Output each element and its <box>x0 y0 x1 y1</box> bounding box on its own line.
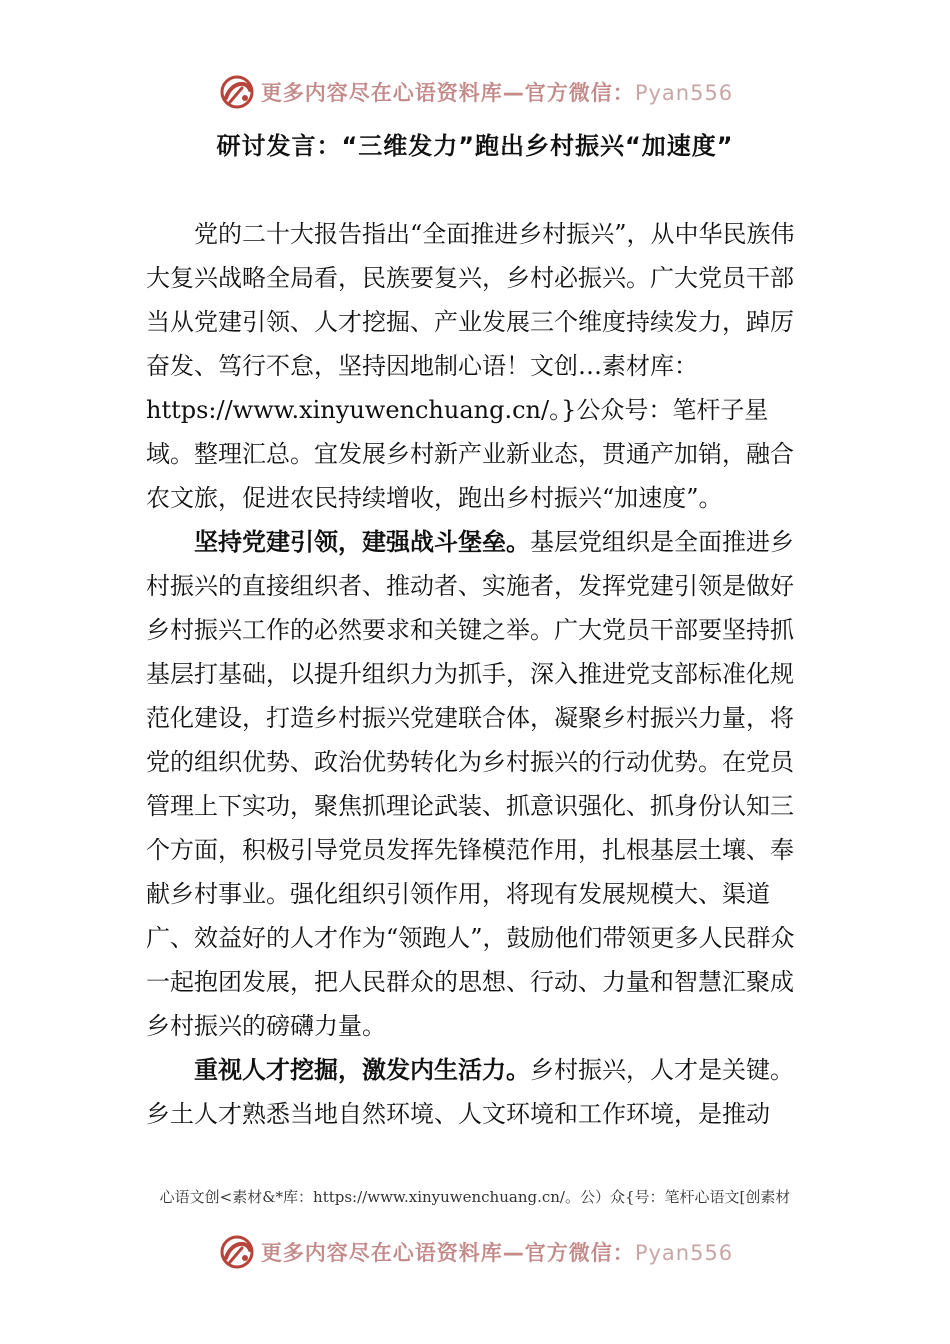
paragraph-intro <box>146 212 816 520</box>
page-footer: 心语文创<素材&*库：https://www.xinyuwenchuang.cn/。公）众{号：笔杆心语文[创素材 <box>159 1188 791 1206</box>
paragraph-text: 党的二十大报告指出“全面推进乡村振兴”，从中华民族伟大复兴战略全局看，民族要复兴，乡村必振兴。广大党员干部当从党建引领、人才挖掘、产业发展三个维度持续发力，踔厉奋发、笃行不怠，坚持因地制心语！文创…素材库：https://www.xinyuwenchuang.cn/。}公众号：笔杆子星域。整理汇总。宜发展乡村新产业新业态，贯通产加销，融合农文旅，促进农民持续增收，跑出乡村振兴“加速度”。 <box>146 220 795 512</box>
paragraph-talent <box>146 1048 816 1136</box>
paragraph-lead: 坚持党建引领，建强战斗堡垒。 <box>194 528 530 556</box>
paragraph-lead: 重视人才挖掘，激发内生活力。 <box>194 1056 530 1084</box>
watermark-banner-bottom <box>0 1230 950 1274</box>
banner-account: Pyan556 <box>634 1241 734 1265</box>
logo-icon <box>217 1232 257 1272</box>
watermark-banner-top <box>0 70 950 114</box>
banner-text: 更多内容尽在心语资料库—官方微信： <box>260 81 635 105</box>
banner-account: Pyan556 <box>634 81 734 105</box>
paragraph-text: 乡村振兴，人才是关键。乡土人才熟悉当地自然环境、人文环境和工作环境，是推动 <box>146 1056 794 1128</box>
document-body <box>146 212 816 1136</box>
document-title: 研讨发言：“三维发力”跑出乡村振兴“加速度” <box>216 132 734 160</box>
paragraph-text: 基层党组织是全面推进乡村振兴的直接组织者、推动者、实施者，发挥党建引领是做好乡村振兴工作的必然要求和关键之举。广大党员干部要坚持抓基层打基础，以提升组织力为抓手，深入推进党支部标准化规范化建设，打造乡村振兴党建联合体，凝聚乡村振兴力量，将党的组织优势、政治优势转化为乡村振兴的行动优势。在党员管理上下实功，聚焦抓理论武装、抓意识强化、抓身份认知三个方面，积极引导党员发挥先锋模范作用，扎根基层土壤、奉献乡村事业。强化组织引领作用，将现有发展规模大、渠道广、效益好的人才作为“领跑人”，鼓励他们带领更多人民群众一起抱团发展，把人民群众的思想、行动、力量和智慧汇聚成乡村振兴的磅礴力量。 <box>146 528 795 1040</box>
logo-icon <box>217 72 257 112</box>
banner-text: 更多内容尽在心语资料库—官方微信： <box>260 1241 635 1265</box>
paragraph-party-building <box>146 520 816 1048</box>
